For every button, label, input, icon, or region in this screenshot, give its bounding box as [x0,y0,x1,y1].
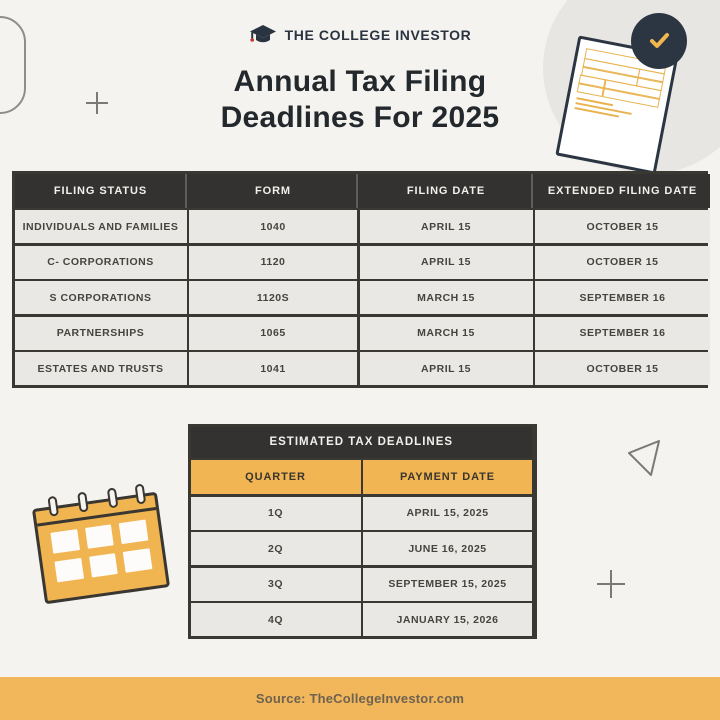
table-cell: MARCH 15 [360,317,533,350]
table-cell: 1Q [191,497,361,530]
column-header-filing-date: FILING DATE [360,174,533,208]
table-cell: OCTOBER 15 [535,246,710,279]
filing-deadlines-table [12,171,708,388]
column-header-extended-filing-date: EXTENDED FILING DATE [535,174,710,208]
plus-icon [597,570,625,598]
page-title [0,64,720,136]
table-cell: APRIL 15, 2025 [363,497,532,530]
table-cell: 1041 [189,352,357,385]
graduation-cap-icon [249,24,277,46]
table-cell: PARTNERSHIPS [15,317,187,350]
estimated-tax-table-title: ESTIMATED TAX DEADLINES [191,427,533,458]
page-title-line1: Annual Tax Filing [233,65,487,98]
table-cell: OCTOBER 15 [535,352,710,385]
table-cell: 2Q [191,532,361,565]
column-header-quarter: QUARTER [191,460,361,494]
table-cell: JUNE 16, 2025 [363,532,532,565]
estimated-tax-table [188,424,537,639]
table-cell: SEPTEMBER 16 [535,317,710,350]
table-cell: 3Q [191,568,361,601]
table-cell: JANUARY 15, 2026 [363,603,532,636]
table-cell: 4Q [191,603,361,636]
calendar-icon [32,492,170,605]
source-footer [0,677,720,720]
brand-logo [0,24,720,46]
table-cell: APRIL 15 [360,352,533,385]
column-header-filing-status: FILING STATUS [15,174,187,208]
table-cell: INDIVIDUALS AND FAMILIES [15,210,187,243]
column-header-payment-date: PAYMENT DATE [363,460,532,494]
table-cell: C- CORPORATIONS [15,246,187,279]
column-header-form: FORM [189,174,357,208]
brand-name: THE COLLEGE INVESTOR [284,27,472,43]
table-cell: ESTATES AND TRUSTS [15,352,187,385]
table-cell: OCTOBER 15 [535,210,710,243]
triangle-outline-icon [620,434,666,480]
table-cell: 1065 [189,317,357,350]
table-cell: APRIL 15 [360,246,533,279]
table-cell: MARCH 15 [360,281,533,314]
page-title-line2: Deadlines For 2025 [220,101,500,134]
source-text: Source: TheCollegeInvestor.com [255,691,465,706]
table-cell: 1120 [189,246,357,279]
table-cell: 1120S [189,281,357,314]
table-cell: APRIL 15 [360,210,533,243]
table-cell: SEPTEMBER 15, 2025 [363,568,532,601]
table-cell: 1040 [189,210,357,243]
table-cell: S CORPORATIONS [15,281,187,314]
table-cell: SEPTEMBER 16 [535,281,710,314]
